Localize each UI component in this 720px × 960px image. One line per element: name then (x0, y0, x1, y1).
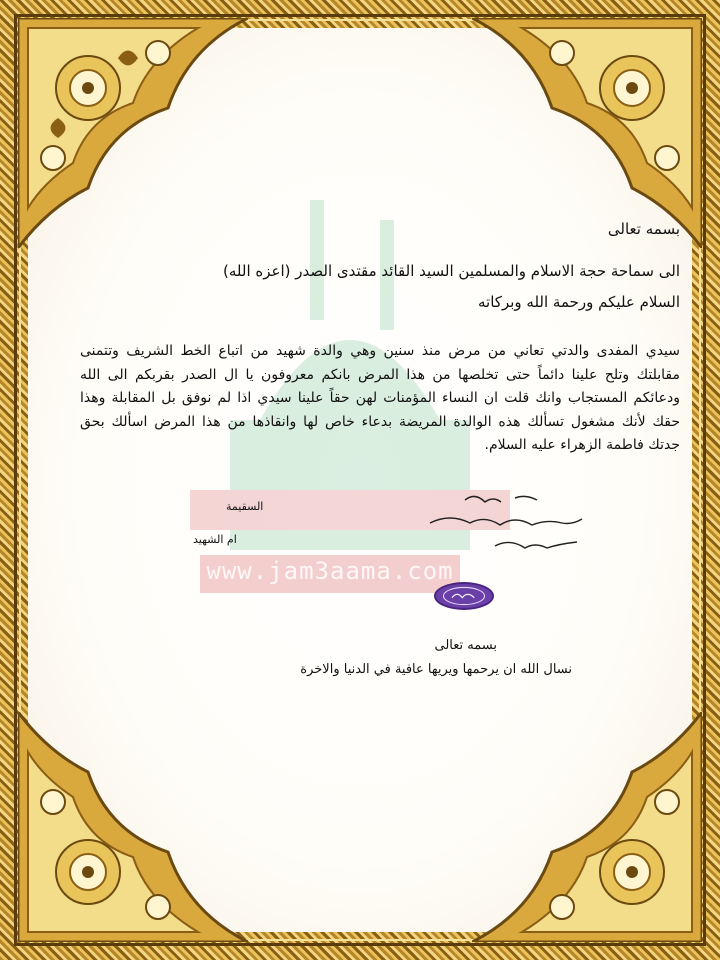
reply-text: نسال الله ان يرحمها ويريها عافية في الدنيا والاخرة (300, 662, 572, 677)
official-seal-stamp (434, 582, 494, 610)
letter-address: الى سماحة حجة الاسلام والمسلمين السيد القائد مقتدى الصدر (اعزه الله) (223, 262, 680, 280)
signature-label-1: السقيمة (226, 500, 264, 513)
corner-ornament-bottom-right (472, 712, 702, 942)
letter-greeting: بسمه تعالى (607, 220, 680, 238)
corner-ornament-bottom-left (18, 712, 248, 942)
watermark-url: www.jam3aama.com (206, 557, 454, 585)
letter-body: سيدي المفدى والدتي تعاني من مرض منذ سنين وهي والدة شهيد من اتباع الخط الشريف وتتمنى مقابلتك وتلح علينا دائماً حتى تخلصها من هذا المرض بانكم معروفون يا ال الصدر بقربكم الى الله ودعائكم المستجاب وانك قلت ان النساء المؤمنات لهن حقاً علينا سيدي اذا لم نوفق بل المقابلة وهذا حقك لأنك مشغول تسألك هذه الوالدة المريضة بدعاء خاص لها وانقاذها من هذا المرض اسألك بحق جدتك فاطمة الزهراء عليه السلام. (80, 343, 680, 453)
handwritten-note (425, 488, 590, 558)
letter-salutation: السلام عليكم ورحمة الله وبركاته (478, 293, 680, 311)
reply-greeting: بسمه تعالى (434, 638, 497, 653)
signature-label-2: ام الشهيد (193, 533, 237, 546)
